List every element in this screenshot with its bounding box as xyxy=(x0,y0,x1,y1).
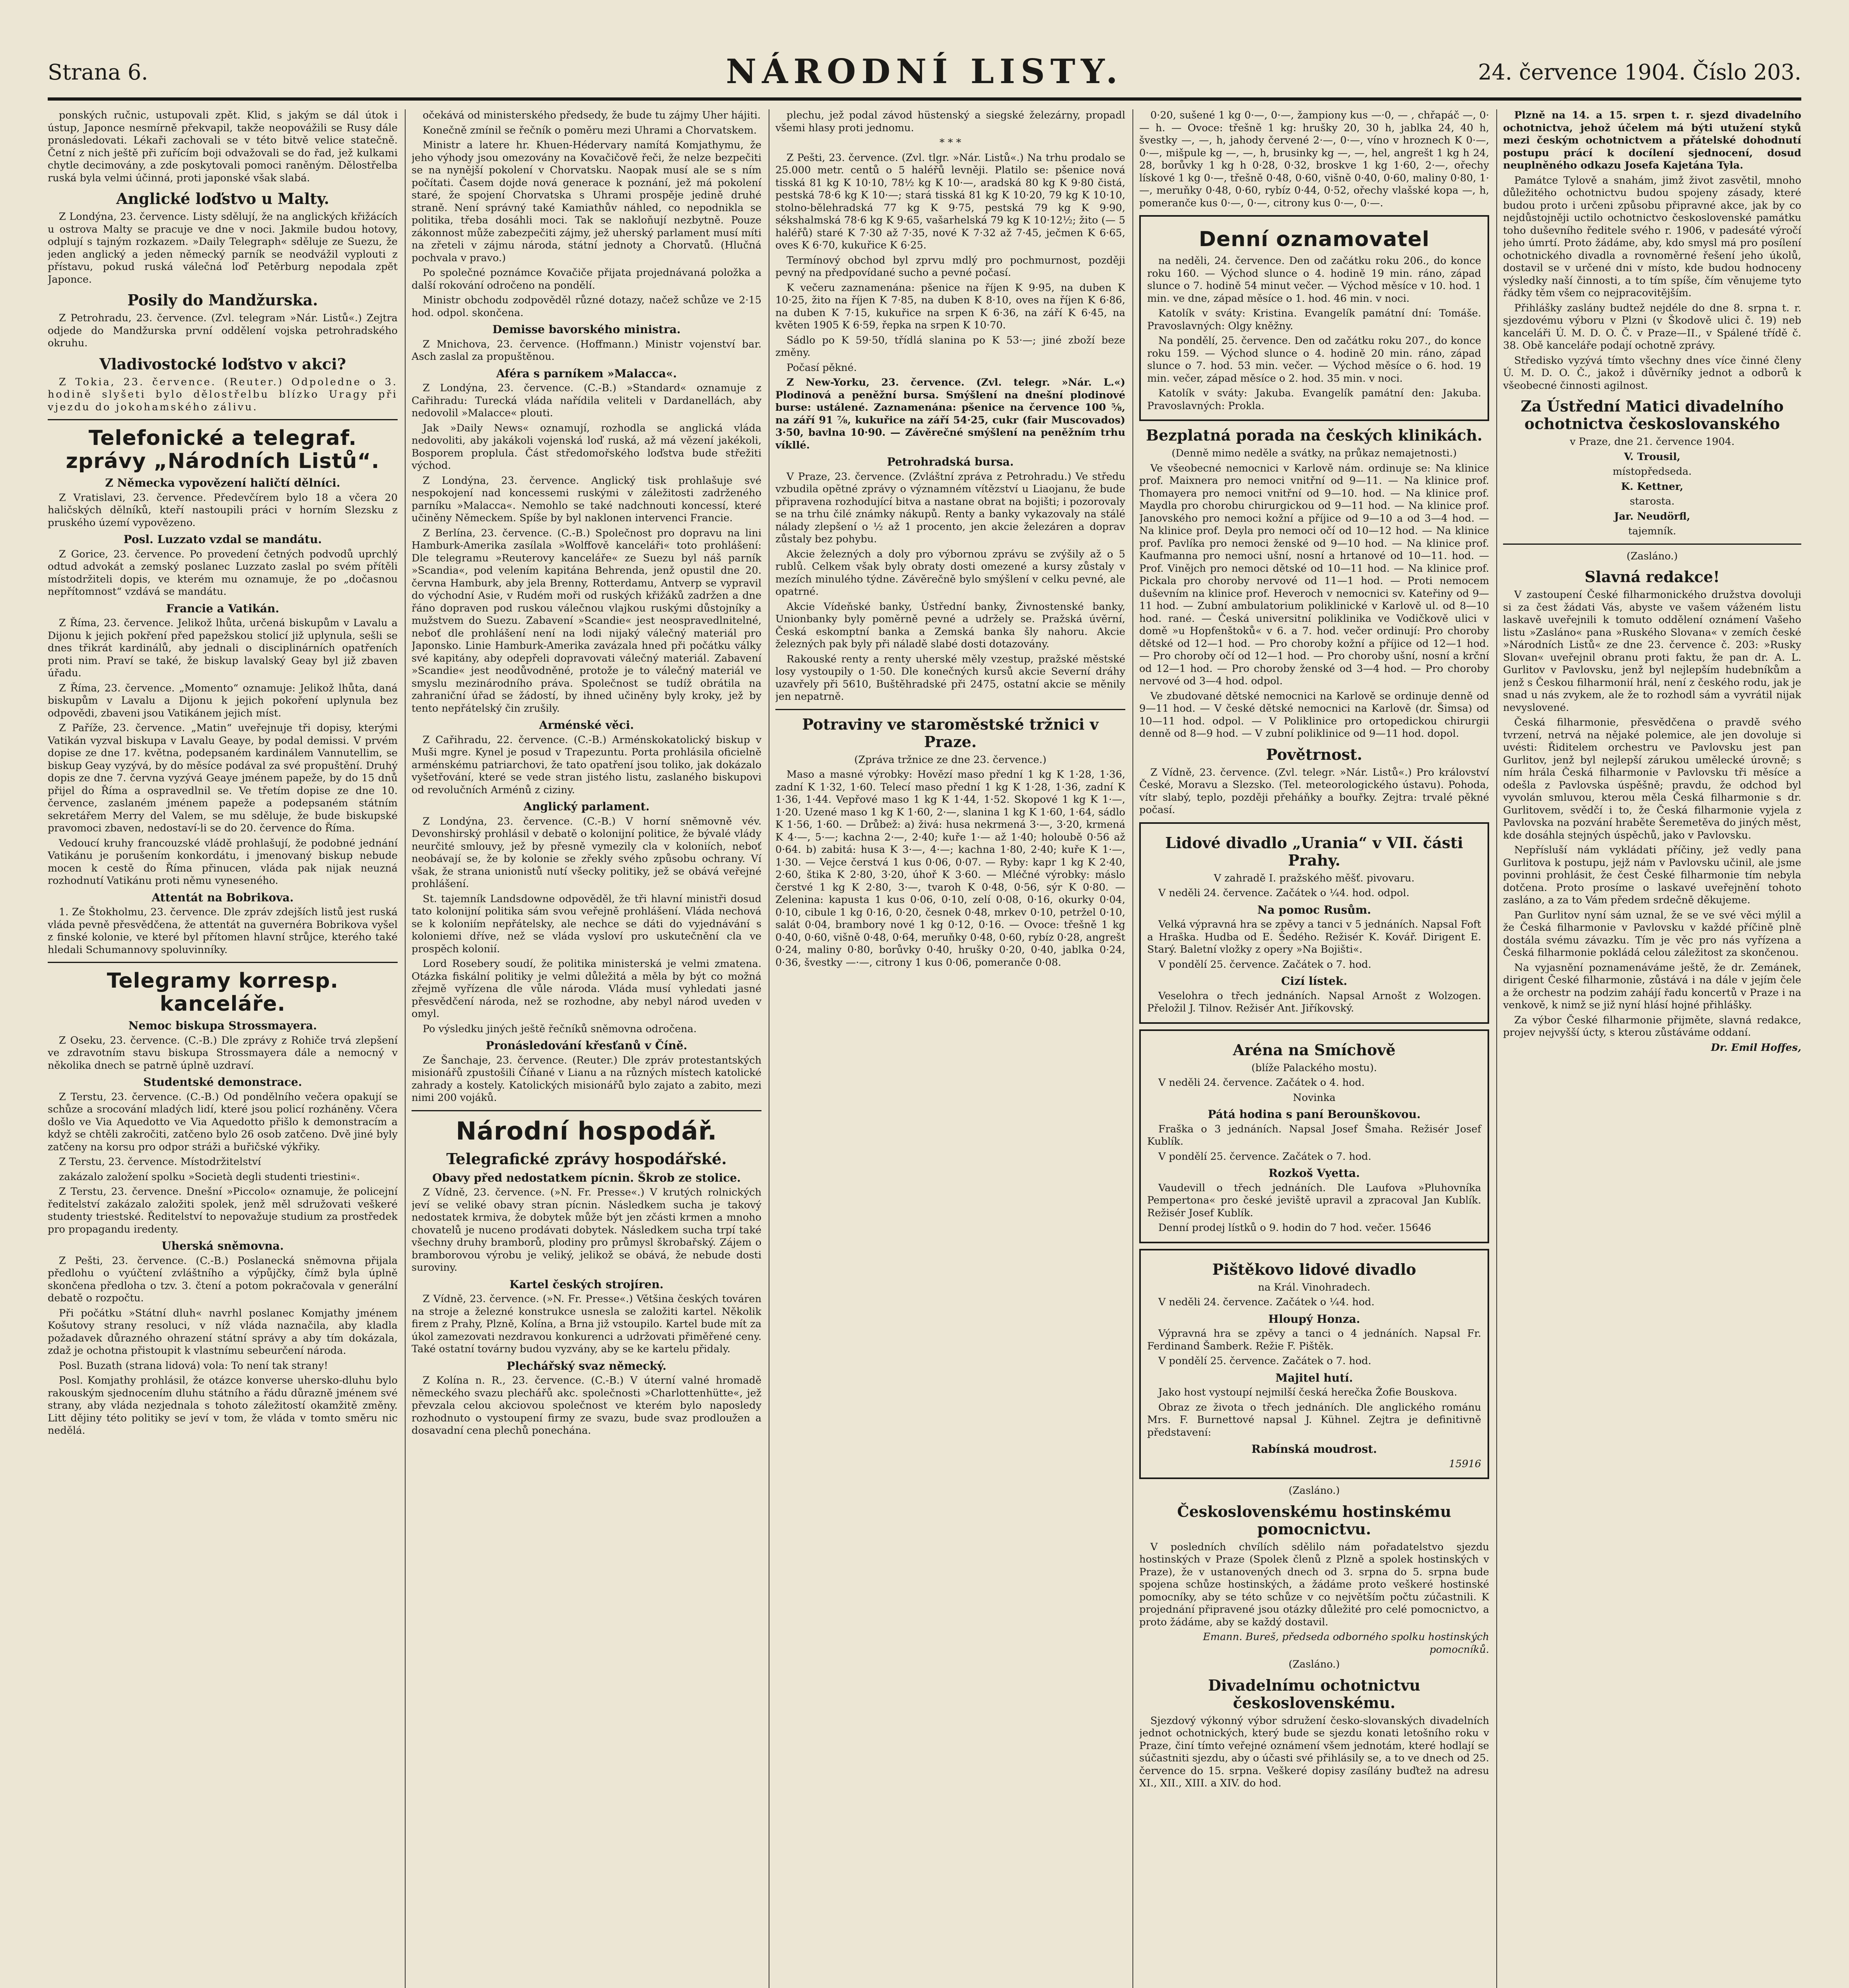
divider-asterisks: * * * xyxy=(939,137,961,149)
signature-role: starosta. xyxy=(1630,495,1675,507)
play-title: Majitel hutí. xyxy=(1275,1371,1353,1384)
article-text: Z Terstu, 23. července. (C.-B.) Od pondělního večera opakují se schůze a srocování mladých lidí, které jsou policí rozháněny. Včera došlo ve Via Aquedotto ve Via Aquedotto přišlo k demonstracím a když se chtěli zakročiti, zatčeno bylo 26 osob zatčeno. Dvě jiné byly zatčeny na korsu pro odpor stráži a buřičské výkřiky. xyxy=(48,1091,398,1153)
ad-subtitle: (blíže Palackého mostu). xyxy=(1251,1062,1377,1074)
ad-date: V pondělí 25. července. Začátek o 7. hod. xyxy=(1158,958,1371,971)
play-title: Cizí lístek. xyxy=(1281,975,1348,988)
newspaper-page xyxy=(32,24,1817,1988)
ad-text: Obraz ze života o třech jednáních. Dle anglického románu Mrs. F. Burnettové napsal J. Kühnel. Zejtra je definitivně představení: xyxy=(1147,1401,1481,1439)
article-text: Katolík v sváty: Jakuba. Evangelík památní den: Jakuba. Pravoslavných: Prokla. xyxy=(1147,387,1481,412)
article-text: Pan Gurlitov nyní sám uznal, že se ve své věci mýlil a že Česká filharmonie v Pavlovsku v každé příčině plně dostála svému závazku. Tím je věc pro nás vyřízena a Česká filharmonie pokládá celou záležitost za skončenou. xyxy=(1503,909,1801,959)
article-text: Z Vídně, 23. července. (»N. Fr. Presse«.) Většina českých továren na stroje a železné konstrukce usnesla se založiti kartel. Několik firem z Prahy, Plzně, Kolína, a Brna již vstoupilo. Kartel bude mít za úkol zamezovati nezdravou konkurenci a udržovati přiměřené ceny. Také ostatní továrny budou vyzvány, aby se ke kartelu přidaly. xyxy=(412,1293,761,1355)
article-text: Posl. Komjathy prohlásil, že otázce konverse uhersko-dluhu bylo rakouským sjednocením dluhu státního a řádu důrazně jménem své strany, aby vláda nezjednala s tohoto záležitostí okamžitě změny. Litt dějiny této politiky se jeví v tom, že vláda v tomto směru nic nedělá. xyxy=(48,1375,398,1437)
play-title: Hloupý Honza. xyxy=(1268,1312,1360,1326)
section-heading: Telegramy korresp. kanceláře. xyxy=(107,969,339,1016)
article-text: Ve zbudované dětské nemocnici na Karlově se ordinuje denně od 9—11 hod. — V české dětské nemocnici na Karlově (dr. Šimsa) od 10—11 hod. odpol. — V Poliklinice pro ortopedickou chirurgii denně od 8—9 hod. — V zubní poliklinice od 9—11 hod. dopol. xyxy=(1139,690,1489,740)
article-headline: Nemoc biskupa Strossmayera. xyxy=(128,1019,317,1032)
article-text: Po výsledku jiných ještě řečníků sněmovna odročena. xyxy=(423,1023,697,1035)
article-text: Sádlo po K 59·50, třídlá slanina po K 53·—; jiné zboží beze změny. xyxy=(775,334,1125,359)
article-text: Vedoucí kruhy francouzské vládě prohlašují, že podobné jednání Vatikánu je porušením konkordátu, i jmenovaný biskup nebude mocen k cestě do Říma přinucen, vláda pak nijak neuzná rozhodnutí Vatikánu proti němu vyneseného. xyxy=(48,837,398,887)
article-headline: Anglické loďstvo u Malty. xyxy=(116,190,329,208)
signature: Emann. Bureš, předseda odborného spolku hostinských pomocníků. xyxy=(1203,1631,1489,1656)
theatre-ad-urania xyxy=(1139,822,1489,1024)
ad-date: V neděli 24. července. Začátek o 4. hod. xyxy=(1158,1077,1365,1089)
article-text: Ze Šanchaje, 23. července. (Reuter.) Dle zpráv protestantských misionářů zpustošili Číňané v Lianu a na různých místech katolické zahrady a kostely. Katolických misionářů bylo zajato a zabito, mezi nimi 200 vojáků. xyxy=(412,1054,761,1104)
column-1 xyxy=(48,109,398,1988)
article-headline: Pronásledování křesťanů v Číně. xyxy=(486,1039,688,1052)
article-text: Z Vídně, 23. července. (Zvl. telegr. »Nár. Listů«.) Pro království České, Moravu a Slezsko. (Tel. meteorologického ústavu). Pohoda, vítr slabý, teplo, později přeháňky a bouřky. Zejtra: trvalé pěkné počasí. xyxy=(1139,766,1489,816)
article-text: Z Londýna, 23. července. Listy sdělují, že na anglických křižácích u ostrova Malty se pracuje ve dne v noci. Jakmile budou hotovy, odplují s tajným rozkazem. »Daily Telegraph« sděluje ze Suezu, že jeden anglický a jeden německý parník se neodvážil vyplouti z přístavu, pokud ruská válečná loď Petěrburg nepodala zpět Japonce. xyxy=(48,211,398,285)
ad-date: V pondělí 25. července. Začátek o 7. hod. xyxy=(1158,1150,1371,1163)
ad-title: Lidové divadlo „Urania“ v VII. části Prahy. xyxy=(1165,833,1463,869)
signature-role: místopředseda. xyxy=(1612,466,1692,478)
article-headline: Za Ústřední Matici divadelního ochotnictva českoslovanského xyxy=(1521,397,1784,433)
ad-note: 15916 xyxy=(1449,1458,1481,1470)
ad-text: Výpravná hra se zpěvy a tanci o 4 jednáních. Napsal Fr. Ferdinand Šamberk. Režie F. Pištěk. xyxy=(1147,1328,1481,1352)
divider xyxy=(412,1110,761,1111)
article-text: Nepřísluší nám vykládati příčiny, jež vedly pana Gurlitova k postupu, jejž nám v Pavlovsku učinil, ale jsme povinni prohlásit, že čest České filharmonie tím nebyla dotčena. Proto prosíme o laskavé uveřejnění tohoto zasláno, a za to Vám předem srdečně děkujeme. xyxy=(1503,844,1801,906)
article-text: 1. Ze Štokholmu, 23. července. Dle zpráv zdejších listů jest ruská vláda pevně přesvědčena, že attentát na guvernéra Bobrikova vyšel z finské kolonie, ve které byl přítomen hlavní strůjce, kterého také hledali Schumannovy spoluvinníky. xyxy=(48,906,398,956)
ad-text: Veselohra o třech jednáních. Napsal Arnošt z Wolzogen. Přeložil J. Tilnov. Režisér Ant. Jiříkovský. xyxy=(1147,990,1481,1014)
article-headline: Aféra s parníkem »Malacca«. xyxy=(496,367,677,380)
article-text: očekává od ministerského předsedy, že bude tu zájmy Uher hájiti. xyxy=(423,109,761,121)
article-text: Akcie železných a doly pro výbornou zprávu se zvýšily až o 5 rublů. Celkem však byly obraty dosti omezené a kursy zůstaly v mezích minulého týdne. Závěrečně bylo smýšlení v celku pevné, ale opatrné. xyxy=(775,548,1125,598)
ad-note: Denní prodej lístků o 9. hodin do 7 hod. večer. 15646 xyxy=(1158,1222,1431,1234)
divider xyxy=(1503,544,1801,545)
divider xyxy=(48,962,398,963)
ad-text: Velká výpravná hra se zpěvy a tanci v 5 jednáních. Napsal Foft a Hraška. Hudba od E. Šedého. Režisér K. Kovář. Dirigent E. Starý. Baletní vložky z opery »Na Bojišti«. xyxy=(1147,918,1481,955)
article-headline: Plechářský svaz německý. xyxy=(507,1359,666,1373)
article-text: V zastoupení České filharmonického družstva dovoluji si za čest žádati Vás, abyste ve vašem váženém listu laskavě uveřejnili k tomuto oddělení oznámení Vašeho listu »Zasláno« pana »Ruského Slovana« v zemích české »Národních Listů« ze dne 23. července č. 203: »Rusky Slovan« uveřejnil obranu proti faktu, že pan dr. A. L. Gurlitov v Pavlovsku, jenž byl nejlepším hudebníkům a jenž s Českou filharmonií hrál, není z českého rodu, jak je snad u nás zvykem, ale že to rozhodl sám a vyvrátil nijak nevyslovené. xyxy=(1503,589,1801,714)
place-date: v Praze, dne 21. července 1904. xyxy=(1569,436,1735,448)
issue-date: 24. července 1904. Číslo 203. xyxy=(1478,60,1801,85)
column-4 xyxy=(1139,109,1489,1988)
article-text: Středisko vyzývá tímto všechny dnes více činné členy Ú. M. D. O. Č., jakož i důvěrníky jednot a odborů k všeobecné činnosti agilnost. xyxy=(1503,354,1801,392)
article-text: Z Berlína, 23. července. (C.-B.) Společnost pro dopravu na lini Hamburk-Amerika zasílala »Wolffově kanceláři« toto prohlášení: Dle telegramu »Reuterovy kanceláře« ze Suezu byl náš parník »Scandia«, pod velením kapitána Behrenda, jenž opustil dne 20. června Hamburk, aby jela Brenny, Rotterdamu, Antverp se vypravil do východní Asie, v Rudém moři od ruských křižáků zadržen a dne řáno dopraven pod ruskou válečnou vlajkou ruskými důstojníky a mužstvem do Suezu. Zabavení »Scandie« jest neospravedlnitelné, neboť dle prohlášení není na lodi nijaký válečný materiál pro Japonsko. Linie Hamburk-Amerika zavázala hned při počátku války své kapitány, aby odepřeli dopravovati válečný materiál. Zabavení »Scandie« jest neodůvodněné, protože je to válečný materiál ve smyslu mezinárodního práva. Společnost se tudíž obrátila na zahraniční úřad se žádostí, by ihned učiněny byly kroky, jež by tento nepřátelský čin zrušily. xyxy=(412,527,761,714)
ad-text: Fraška o 3 jednáních. Napsal Josef Šmaha. Režisér Josef Kublík. xyxy=(1147,1123,1481,1147)
signature-role: tajemník. xyxy=(1628,525,1676,537)
article-text: Z Londýna, 23. července. (C.-B.) »Standard« oznamuje z Cařihradu: Turecká vláda nařídila veliteli v Dardanellách, aby nedovolil »Malacce« plouti. xyxy=(412,382,761,419)
article-headline: Bezplatná porada na českých klinikách. xyxy=(1146,426,1483,444)
article-headline: Vladivostocké loďstvo v akci? xyxy=(99,355,346,373)
article-text: Ministr a latere hr. Khuen-Hédervary namítá Komjathymu, že jeho výhody jsou omezovány na Kovačičově řeči, že nelze bezpečiti se na nynější pokolení v Chorvatsku. Naopak musí ale se s ním počítati. Časem dojde nová generace k poznání, jež má pokolení staré, že spojení Chorvatska s Uhrami prospěje jedině druhé straně. Není správný také Kamiathův náhled, co nepodnikla se politika, třeba dosáhli moci. Tak se nakloňují nezbytně. Pouze zákonnost může zabezpečiti zájmy, jež uherský parlament musí míti na zřeteli v zájmu národa, státní jednoty a Chorvatů. (Hlučná pochvala v pravo.) xyxy=(412,139,761,264)
article-text: Počasí pěkné. xyxy=(787,361,857,374)
article-text: Z Terstu, 23. července. Místodržitelství xyxy=(59,1156,261,1168)
article-headline: Divadelnímu ochotnictvu československému. xyxy=(1208,1676,1420,1712)
ad-date: V neděli 24. července. Začátek o ¼4. hod. xyxy=(1158,1296,1375,1308)
article-text: Česká filharmonie, přesvědčena o pravdě svého tvrzení, netrvá na nějaké polemice, ale jen dovoluje si uvésti: Řiditelem orchestru ve Pavlovsku jest pan Gurlitov, jenž byl nejlepší zárukou umělecké úrovně; s ním hrála Česká filharmonie v Pavlovsku tři měsíce a odešla z Pavlovska úspěšně; pravdu, že odchod byl vyvolán smluvou, kterou měla Česká filharmonie s dr. Gurlitovem, svědčí i to, že Česká filharmonie vyjela z Pavlovska na pozvání hraběte Šeremetěva do jiných měst, kde dosáhla stejných úspěchů, jako v Pavlovsku. xyxy=(1503,716,1801,841)
article-headline: Posily do Mandžurska. xyxy=(127,291,318,309)
zaslano-label: (Zasláno.) xyxy=(1288,1658,1340,1670)
article-text: Na pondělí, 25. července. Den od začátku roku 207., do konce roku 159. — Východ slunce o 4. hodině 20 min. ráno, západ slunce o 7. hod. 53 min. večer. — Východ měsíce o 6. hod. 19 min. večer, západ měsíce o 2. hod. 35 min. v noci. xyxy=(1147,335,1481,384)
calendar-box xyxy=(1139,215,1489,421)
article-text: ponských ručnic, ustupovali zpět. Klid, s jakým se dál útok i ústup, Japonce nesmírně překvapil, takže neopovážili se Rusy dále pronásledovati. Lékaři zachovali se v této bitvě velice statečně. Četní z nich ještě při zuřícím boji odvažovali se do řad, jež kulkami chytle decimovány, a zde poskytovali pomoci raněným. Dělostřelba ruská byla velmi účinná, proti japonské však slabá. xyxy=(48,109,398,184)
article-text: Z Paříže, 23. července. „Matin“ uveřejnuje tři dopisy, kterými Vatikán vyzval biskupa v Lavalu Geaye, by podal demissi. V prvém dopise ze dne 17. května, podepsaném kardinálem Vannutellim, se biskup Geay vyzývá, by do měsíce podával za své propuštění. Druhý dopis ze dne 7. června vyzývá Geaye jménem papeže, by do 15 dnů přijel do Říma a ospravedlnil se. Ve třetím dopise ze dne 10. července, zaslaném jménem papeže a podepsaném státním sekretářem Merry del Valem, se mu sděluje, že bude biskupské pravomoci zbaven, nedostaví-li se do 20. července do Říma. xyxy=(48,722,398,834)
article-headline: Telegrafické zprávy hospodářské. xyxy=(446,1149,727,1168)
article-text: Z Oseku, 23. července. (C.-B.) Dle zprávy z Rohiče trvá zlepšení ve zdravotním stavu biskupa Strossmayera dále a nemocný v několika dnech se patrně úplně uzdraví. xyxy=(48,1034,398,1072)
article-text: V posledních chvílích sdělilo nám pořadatelstvo sjezdu hostinských v Praze (Spolek členů z Plzně a spolek hostinských v Praze), že v ustanovených dnech od 3. srpna do 5. srpna bude spojena schůze hostinských, a žádáme proto veškeré hostinské pomocníky, aby se této schůze v co největším počtu zúčastnili. K projednání připravené jsou otázky důležité pro celé pomocnictvo, a proto žádáme, aby se každý dostavil. xyxy=(1139,1541,1489,1628)
article-text: Plzně na 14. a 15. srpen t. r. sjezd divadelního ochotnictva, jehož účelem má býti utužení styků mezi českým ochotnictvem a přátelské dohodnutí postupu prácí k docílení sjednocení, dosud neuplněného odkazu Josefa Kajetána Tyla. xyxy=(1503,109,1801,171)
article-text: 0·20, sušené 1 kg 0·—, 0·—, žampiony kus —·0, — , chřapáč —, 0·— h. — Ovoce: třešně 1 kg: hrušky 20, 30 h, jablka 24, 40 h, švestky —, —, h, jahody červené 2·—, 0·—, víno v hroznech K 0·—, 0·—, mišpule kg —, —, h, brusinky kg —, —, hel, angrešt 1 kg h 24, 28, borůvky 1 kg h 0·28, 0·32, broskve 1 kg 1·60, 2·—, ořechy lískové 1 kg 0·—, třešně 0·48, 0·60, višně 0·40, 0·60, maliny 0·80, 1·—, meruňky 0·48, 0·60, rybíz 0·44, 0·52, ořechy vlašské kopa —, h, pomeranče kus 0·—, 0·—, citrony kus 0·—, 0·—. xyxy=(1139,109,1489,209)
article-text: Z Vratislavi, 23. července. Předevčírem bylo 18 a včera 20 haličských dělníků, kteří nastoupili práci v horním Slezsku z pruského území vypovězeno. xyxy=(48,491,398,529)
section-heading: Denní oznamovatel xyxy=(1198,227,1430,251)
ad-text: Vaudevill o třech jednáních. Dle Laufova »Pluhovníka Pempertona« pro české jeviště upravil a zpracoval Jan Kublík. Režisér Josef Kublík. xyxy=(1147,1182,1481,1219)
article-text: Z Pešti, 23. července. (Zvl. tlgr. »Nár. Listů«.) Na trhu prodalo se 25.000 metr. centů o 5 haléřů levněji. Platilo se: pšenice nová tisská 81 kg K 10·10, 78½ kg K 10·—, aradská 80 kg K 9·80 čistá, pestská 78·6 kg K 10·—; stará tisská 81 kg K 10·20, 79 kg K 10·10, stolno-bělehradská 77 kg K 9·75, pestská 79 kg K 9·90, sékshalmská 78·6 kg K 9·65, vašarhelská 79 kg K 10·12½; žito (— 5 haléřů) staré K 7·30 až 7·35, nové K 7·32 až 7·45, ječmen K 6·65, oves K 6·70, kukuřice K 6·25. xyxy=(775,151,1125,251)
signature: V. Trousil, xyxy=(1624,450,1680,463)
article-headline: Uherská sněmovna. xyxy=(161,1239,284,1252)
article-text: na neděli, 24. července. Den od začátku roku 206., do konce roku 160. — Východ slunce o 4. hodině 19 min. ráno, západ slunce o 7. hodině 54 minut večer. — Východ měsíce v 10. hod. 1 min. ve dne, západ měsíce o 1. hod. 46 min. v noci. xyxy=(1147,255,1481,305)
article-text: Posl. Buzath (strana lidová) vola: To není tak strany! xyxy=(59,1359,328,1372)
column-rule xyxy=(1132,109,1133,1988)
article-text: Sjezdový výkonný výbor sdružení česko-slovanských divadelních jednot ochotnických, který bude se sjezdu konati letošního roku v Praze, činí tímto veřejné oznámení všem jednotám, které hodlají se súčastniti sjezdu, aby o účasti své přihlásily se, a to ve dnech od 25. července do 15. srpna. Veškeré dopisy zasílány buďtež na adresu XI., XII., XIII. a XIV. do hod. xyxy=(1139,1714,1489,1789)
article-text: K večeru zaznamenána: pšenice na říjen K 9·95, na duben K 10·25, žito na říjen K 7·85, na duben K 8·10, oves na říjen K 6·86, na duben K 7·15, kukuřice na srpen K 6·36, na září K 6·45, na květen 1905 K 6·59, řepka na srpen K 10·70. xyxy=(775,282,1125,331)
article-text: Jak »Daily News« oznamují, rozhodla se anglická vláda nedovoliti, aby jakákoli vojenská loď ruská, až má vězení jakékoli, Bosporem proplula. Část středomořského loďstva bude střežiti východ. xyxy=(412,422,761,472)
article-text: Z Gorice, 23. července. Po provedení četných podvodů uprchlý odtud advokát a zemský poslanec Luzzato zaslal po svém přítěli místodržiteli dopis, ve kterém mu oznamuje, že po „dočasnou nepřítomnost“ vzdává se mandátu. xyxy=(48,548,398,598)
article-text: Z Mnichova, 23. července. (Hoffmann.) Ministr vojenství bar. Asch zaslal za propuštěnou. xyxy=(412,338,761,363)
signature: Dr. Emil Hoffes, xyxy=(1711,1041,1801,1054)
theatre-ad-smichov xyxy=(1139,1029,1489,1243)
article-headline: Anglický parlament. xyxy=(523,800,650,813)
article-text: Z Londýna, 23. července. (C.-B.) V horní sněmovně vév. Devonshirský prohlásil v debatě o kolonijní politice, že bývalé vlády neurčité smlouvy, jež by přesně vymezily cla v koloniích, neboť neobávají se, že by kolonie se zřekly svého způsobu ochrany. Ví však, že strana unionistů nutí všecky politiky, jež se obává veřejné prohlášení. xyxy=(412,815,761,890)
masthead-title: NÁRODNÍ LISTY. xyxy=(726,52,1123,91)
zaslano-label: (Zasláno.) xyxy=(1288,1485,1340,1497)
article-text: Z New-Yorku, 23. července. (Zvl. telegr. »Nár. L.«) Plodinová a peněžní bursa. Smýšlení na dnešní plodinové burse: ustálené. Zaznamenána: pšenice na července 100 ⅝, na září 91 ⅞, kukuřice na září 54·25, cukr (fair Muscovados) 3·50, bavlna 10·90. — Závěrečné smýšlení na peněžním trhu víkllé. xyxy=(775,377,1125,451)
article-headline: Francie a Vatikán. xyxy=(166,602,280,615)
ad-label: Novinka xyxy=(1293,1091,1336,1104)
ad-title: Pištěkovo lidové divadlo xyxy=(1212,1260,1416,1278)
column-rule xyxy=(405,109,406,1988)
ad-subtitle: V zahradě I. pražského měšť. pivovaru. xyxy=(1214,872,1415,884)
article-text: Maso a masné výrobky: Hovězí maso přední 1 kg K 1·28, 1·36, zadní K 1·32, 1·60. Telecí maso přední 1 kg K 1·28, 1·36, zadní K 1·36, 1·44. Vepřové maso 1 kg K 1·44, 1·52. Skopové 1 kg K 1·—, 1·20. Uzené maso 1 kg K 1·60, 2·—, slanina 1 kg K 1·60, 1·64, sádlo K 1·56, 1·60. — Drůbež: a) živá: husa nekrmená 3·—, 3·20, krmená K 4·—, 5·—; kachna 2·—, 2·40; kuře 1·— až 1·40; holoubě 0·56 až 0·64. b) zabitá: husa K 3·—, 4·—; kachna 1·80, 2·40; kuře K 1·—, 1·30. — Vejce čerstvá 1 kus 0·06, 0·07. — Ryby: kapr 1 kg K 2·40, 2·60, štika K 2·80, 3·20, úhoř K 3·60. — Mléčné výrobky: máslo čerstvé 1 kg K 2·80, 3·—, tvaroh K 0·48, 0·56, sýr K 0·80. — Zelenina: kapusta 1 kus 0·06, 0·10, zelí 0·08, 0·16, okurky 0·04, 0·10, cibule 1 kg 0·16, 0·20, česnek 0·48, mrkev 0·10, petržel 0·10, salát 0·04, brambory nové 1 kg 0·12, 0·16. — Ovoce: třešně 1 kg 0·40, 0·60, višně 0·48, 0·64, meruňky 0·48, 0·60, rybíz 0·28, angrešt 0·24, maliny 0·80, borůvky 0·40, hrušky 0·20, 0·40, jablka 0·24, 0·36, švestky —·—, citrony 1 kus 0·06, pomeranče 0·08. xyxy=(775,769,1125,969)
zaslano-label: (Zasláno.) xyxy=(1626,550,1678,562)
article-text: zakázalo založení spolku »Società degli studenti triestini«. xyxy=(59,1171,360,1183)
article-text: St. tajemník Landsdowne odpověděl, že tři hlavní ministři dosud tato kolonijní politika sám svou veřejně prohlášení. Vláda nechová se k koloniím nepřátelsky, ale nechce se dáti do vyjednávání s koloniemi dříve, než se vláda vysloví pro uskutečnění cla ve prospěch kolonií. xyxy=(412,893,761,955)
article-headline: Povětrnost. xyxy=(1266,745,1362,763)
article-headline: Posl. Luzzato vzdal se mandátu. xyxy=(123,533,322,546)
section-heading: Potraviny ve staroměstské tržnici v Praze. xyxy=(802,715,1099,751)
article-text: Z Kolína n. R., 23. července. (C.-B.) V úterní valné hromadě německého svazu plechářů akc. společnosti »Charlottenhütte«, jež převzala celou akciovou společnost ve kterém bylo naposledy rozhodnuto o vystoupení firmy ze svazu, bude svaz prodloužen a dosavadní cena plechů ponechána. xyxy=(412,1375,761,1437)
header-rule xyxy=(48,97,1801,101)
column-3 xyxy=(775,109,1125,1988)
article-text: Z Cařihradu, 22. července. (C.-B.) Arménskokatolický biskup v Muši mgre. Kynel je posud v Trapezuntu. Porta prohlásila oficielně arménskému patriarchovi, že tato opatření jsou toliko, jak dokázalo vyšetřování, které se vede stran jistého listu, zaslaného biskupovi od revolučních Arménů z ciziny. xyxy=(412,734,761,796)
article-text: Termínový obchod byl zprvu mdlý pro pochmurnost, později pevný na předpovídané sucho a pevné počasí. xyxy=(775,254,1125,279)
article-text: Z Terstu, 23. července. Dnešní »Piccolo« oznamuje, že policejní ředitelství zakázalo založiti spolek, jenž měl sdružovati veškeré studenty triestské. Ředitelství to nepovažuje studium za prostředek pro propagandu iredenty. xyxy=(48,1186,398,1235)
play-title: Na pomoc Rusům. xyxy=(1257,903,1371,916)
article-text: Památce Tylově a snahám, jimž život zasvětil, mnoho důležitého ochotnictvu budou spojeny zásady, které budou proto i určeni způsobu připravné akce, jak by co nejdůstojněji uctilo ochotnictvo československé památku toho duševního ředitele svého r. 1906, v padesáté výročí jeho úmrtí. Proto žádáme, aby, kdo smysl má pro posílení ochotnického divadla a rovnoměrné řešení jeho úkolů, dostavil se v určené dni v místo, kde budou hodnoceny výsledky naší činnosti, a to tím spíše, čím věnujeme tyto řádky těm všem co nejpracovitějším. xyxy=(1503,174,1801,299)
article-text: Z Říma, 23. července. „Momento“ oznamuje: Jelikož lhůta, daná biskupům v Lavalu a Dijonu k jejich pokoření uplynula bez odpovědi, zbaveni jsou Vatikánem jejich míst. xyxy=(48,682,398,719)
article-text: Při počátku »Státní dluh« navrhl poslanec Komjathy jménem Košutovy strany resoluci, v níž vláda naznačila, aby kladla požadavek důrazného ohrazení státní správy a aby tím dokázala, zdaž je ochotna přistoupit k vlastnímu sebeurčení národa. xyxy=(48,1307,398,1357)
ad-date: V neděli 24. července. Začátek o ¼4. hod. odpol. xyxy=(1158,887,1410,899)
signature: Jar. Neudörfl, xyxy=(1614,510,1690,522)
play-title: Pátá hodina s paní Berounškovou. xyxy=(1208,1108,1421,1121)
article-subtitle: (Zpráva tržnice ze dne 23. července.) xyxy=(854,753,1047,766)
ad-title: Aréna na Smíchově xyxy=(1233,1041,1396,1059)
page-header xyxy=(48,52,1801,95)
article-text: Katolík v sváty: Kristina. Evangelík památní dní: Tomáše. Pravoslavných: Olgy kněžny. xyxy=(1147,307,1481,332)
article-text: Z Londýna, 23. července. Anglický tisk prohlašuje své nespokojení nad koncessemi ruskými v záležitosti zadrženého parníku »Malacca«. Nemohlo se také nadchnouti koncessí, které učiněny Německem. Spíše by byl naklonen intervenci Francie. xyxy=(412,474,761,524)
article-headline: Obavy před nedostatkem pícnin. Škrob ze stolice. xyxy=(432,1171,741,1184)
divider xyxy=(775,709,1125,710)
column-rule xyxy=(1496,109,1497,1988)
article-text: Z Říma, 23. července. Jelikož lhůta, určená biskupům v Lavalu a Dijonu k jejich pokření před papežskou stolicí již uplynula, sešli se dnes třikrát kardinálů, aby jednali o disciplinárních opatřeních proti nim. Praví se také, že biskup lavalský Geay byl již zbaven úřadu. xyxy=(48,617,398,679)
article-text: Lord Rosebery soudí, že politika ministerská je velmi zmatena. Otázka fiskální politiky je velmi důležitá a měla by být co možná zřejmě vyřízena dle vůle národa. Vláda musí vyhledati jasné přesvědčení národa, než se rozhodne, aby nebyl národ uveden v omyl. xyxy=(412,958,761,1020)
article-text: Po společné poznámce Kovačiče přijata projednávaná položka a další rokování odročeno na pondělí. xyxy=(412,267,761,291)
divider xyxy=(48,419,398,420)
article-text: Ministr obchodu zodpověděl různé dotazy, načež schůze ve 2·15 hod. odpol. skončena. xyxy=(412,294,761,319)
article-text: Z Petrohradu, 23. července. (Zvl. telegram »Nár. Listů«.) Zejtra odjede do Mandžurska první oddělení vojska petrohradského okruhu. xyxy=(48,312,398,349)
article-text: Z Tokia, 23. července. (Reuter.) Odpoledne o 3. hodině slyšeti bylo dělostřelbu blízko Uragy při vjezdu do jokohamského zálivu. xyxy=(48,376,398,413)
article-headline: Slavná redakce! xyxy=(1585,568,1720,586)
article-headline: Československému hostinskému pomocnictvu. xyxy=(1177,1502,1451,1538)
article-text: Ve všeobecné nemocnici v Karlově nám. ordinuje se: Na klinice prof. Maixnera pro nemoci vnitřní od 9—11. — Na klinice prof. Thomayera pro nemoci vnitřní od 9—10. hod. — Na klinice prof. Maydla pro chorobu chirurgickou od 9—11 hod. — Na klinice prof. Janovského pro nemoci kožní a příjice od 9—10 a od 3—4 hod. — Na klinice prof. Deyla pro nemoci očí od 10—12 hod. — Na klinice prof. Pavlíka pro nemoci ženské od 9—10 hod. — Na klinice prof. Kaufmanna pro nemoci ušní, nosní a hrtanové od 10—11. hod. — Prof. Vinějch pro nemoci dětské od 10—11 hod. — Na klinice prof. Pickala pro choroby nervové od 11—1 hod. — Proti nemocem duševním na klinice prof. Heveroch v nemocnici sv. Kateřiny od 9—11 hod. — Zubní ambulatorium poliklinické v Karlově ul. od 8—10 hod. rané. — Česká universitní poliklinika ve Vodičkově ulici v domě »u Hopfenštoků« v 6. a 7. hod. večer ordinují: Pro choroby dětské od 12—1 hod. — Pro choroby kožní a příjice od 12—1 hod. — Pro choroby očí od 12—1 hod. — Pro choroby ušní, nosní a krční od 12—1 hod. — Pro choroby ženské od 3—4 hod. — Pro choroby nervové od 3—4 hod. odpol. xyxy=(1139,462,1489,687)
article-headline: Kartel českých strojíren. xyxy=(509,1277,664,1291)
play-title: Rozkoš Vyetta. xyxy=(1268,1167,1360,1180)
article-text: Na vyjasnění poznamenáváme ještě, že dr. Zemánek, dirigent České filharmonie, zůstává i na dále v jejím čele a že orchestr na podzim zahájí řadu koncertů v Praze i na venkově, k nimž se již nyní hlásí hojné přihlášky. xyxy=(1503,961,1801,1011)
play-title: Rabínská moudrost. xyxy=(1251,1442,1377,1456)
article-headline: Arménské věci. xyxy=(539,718,634,732)
article-text: Konečně zmínil se řečník o poměru mezi Uhrami a Chorvatskem. xyxy=(423,124,757,136)
article-subtitle: (Denně mimo neděle a svátky, na průkaz nemajetnosti.) xyxy=(1171,447,1457,459)
ad-date: V pondělí 25. července. Začátek o 7. hod. xyxy=(1158,1355,1371,1367)
theatre-ad-pistek xyxy=(1139,1249,1489,1479)
ad-text: Jako host vystoupí nejmilší česká herečka Žofie Bouskova. xyxy=(1158,1386,1457,1398)
article-text: Za výbor České filharmonie přijměte, slavná redakce, projev nejvyšší úcty, s kterou zůstáváme oddaní. xyxy=(1503,1014,1801,1039)
column-2 xyxy=(412,109,761,1988)
article-headline: Attentát na Bobrikova. xyxy=(151,891,294,904)
article-headline: Z Německa vypovězení haličtí dělníci. xyxy=(105,476,340,489)
article-text: Rakouské renty a renty uherské měly vzestup, pražské městské losy vystoupily o 1·50. Dle konečných kursů akcie Severní dráhy uzavřely při 5610, Buštěhradské při 2475, ostatní akcie se měnily jen nepatrně. xyxy=(775,653,1125,703)
article-text: plechu, jež podal závod hüstenský a siegské železárny, propadl všemi hlasy proti jednomu. xyxy=(775,109,1125,134)
ad-subtitle: na Král. Vinohradech. xyxy=(1258,1281,1371,1293)
signature: K. Kettner, xyxy=(1621,480,1684,493)
article-text: Z Pešti, 23. července. (C.-B.) Poslanecká sněmovna přijala předlohu o vyúčtení zvláštního a výpůjčky, čímž byla úplně skončena předloha o tzv. 3. čtení a potom pokračovala v generální debatě o rozpočtu. xyxy=(48,1254,398,1304)
article-text: V Praze, 23. července. (Zvláštní zpráva z Petrohradu.) Ve středu vzbudila opětné zprávy o významném vítězství u Liaojanu, že bude připravena rozhodující bitva a nastane obrat na bojišti; i pozorovaly se na trhu čilé známky nákupů. Renty a banky vykazovaly na stálé nálady zlepšení o ½ až 1 procento, jen akcie železáren a doprav zůstaly bez pohybu. xyxy=(775,470,1125,545)
article-text: Akcie Vídeňské banky, Ústřední banky, Živnostenské banky, Unionbanky byly poměrně pevné a udržely se. Pražská úvěrní, Česká eskomptní banka a Zemská banka šly nahoru. Akcie železných pak byly při náladě slabé dosti dotazovány. xyxy=(775,600,1125,650)
column-5 xyxy=(1503,109,1801,1988)
page-number: Strana 6. xyxy=(48,60,148,85)
article-text: Přihlášky zaslány budtež nejdéle do dne 8. srpna t. r. sjezdovému výboru v Plzni (v Škodově ulici č. 19) neb kanceláři Ú. M. D. O. Č. v Praze—II., v Spálené třídě č. 38. Obě kanceláře podají ochotně zprávy. xyxy=(1503,302,1801,351)
article-text: Z Vídně, 23. července. (»N. Fr. Presse«.) V krutých rolnických jeví se veliké obavy stran pícnin. Následkem sucha je takový nedostatek krmiva, že dobytek může být jen zčásti krmen a mnoho chovatelů je nuceno prodávati dobytek. Následkem sucha trpí také všechny druhy bramborů, plodiny pro průmysl škrobařský. Zájem o bramborovou výrobu je veliký, jelikož se obává, že nebude dosti suroviny. xyxy=(412,1186,761,1274)
section-heading: Národní hospodář. xyxy=(456,1116,717,1145)
article-headline: Demisse bavorského ministra. xyxy=(492,323,681,336)
article-headline: Studentské demonstrace. xyxy=(143,1076,302,1089)
article-headline: Petrohradská bursa. xyxy=(887,455,1014,468)
section-heading: Telefonické a telegraf. zprávy „Národních Listů“. xyxy=(66,426,380,473)
